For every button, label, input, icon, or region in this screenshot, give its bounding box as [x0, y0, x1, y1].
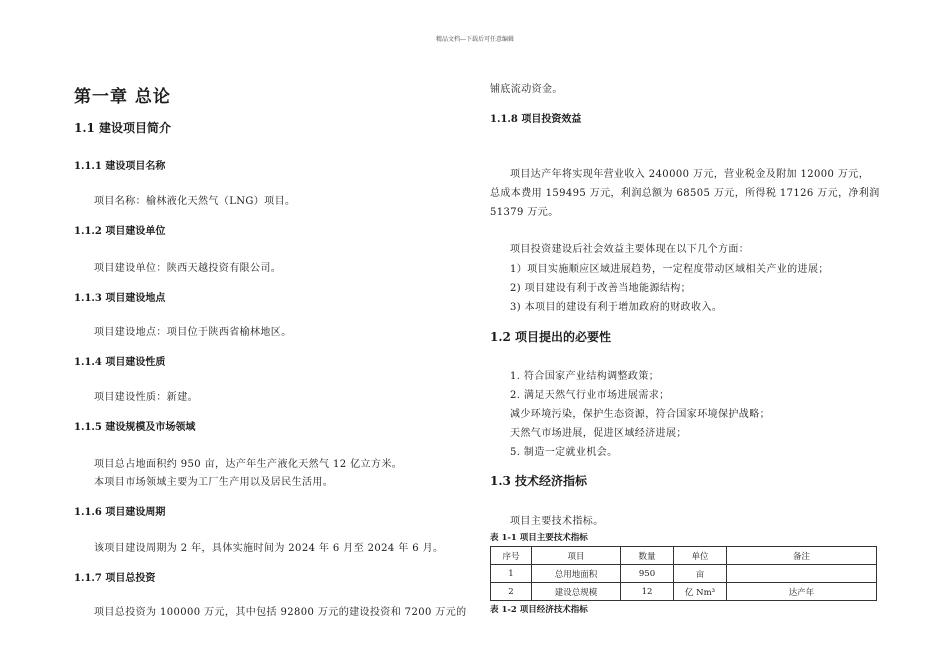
- necessity-1: 1. 符合国家产业结构调整政策；: [510, 371, 660, 382]
- paragraph-nature: 项目建设性质：新建。: [94, 392, 198, 403]
- section-1-1-3: 1.1.3 项目建设地点: [74, 293, 166, 304]
- section-1-1-6: 1.1.6 项目建设周期: [74, 507, 166, 518]
- table-header-cell: 备注: [727, 547, 877, 565]
- paragraph-indicators: 项目主要技术指标。: [510, 516, 604, 527]
- paragraph-market: 本项目市场领域主要为工厂生产用以及居民生活用。: [94, 477, 334, 488]
- necessity-5: 5. 制造一定就业机会。: [510, 447, 618, 458]
- section-1-3: 1.3 技术经济指标: [490, 474, 588, 488]
- section-1-1-1: 1.1.1 建设项目名称: [74, 161, 166, 172]
- bullet-3: 3) 本项目的建设有利于增加政府的财政收入。: [510, 302, 723, 313]
- table-cell: 亩: [674, 565, 727, 583]
- table-cell: 12: [621, 583, 674, 601]
- section-1-2: 1.2 项目提出的必要性: [490, 330, 612, 344]
- paragraph-social: 项目投资建设后社会效益主要体现在以下几个方面：: [510, 244, 750, 255]
- table-cell: [727, 565, 877, 583]
- bullet-1: 1）项目实施顺应区域进展趋势，一定程度带动区域相关产业的进展；: [510, 264, 829, 275]
- paragraph-period: 该项目建设周期为 2 年，具体实施时间为 2024 年 6 月至 2024 年 6 月。: [94, 543, 444, 554]
- chapter-title: 第一章 总论: [74, 87, 171, 107]
- table-header-cell: 数量: [621, 547, 674, 565]
- table-cell: 950: [621, 565, 674, 583]
- table-header-cell: 项目: [532, 547, 621, 565]
- paragraph-investment: 项目总投资为 100000 万元，其中包括 92800 万元的建设投资和 7200 万元的: [94, 607, 467, 618]
- table-row: [491, 565, 877, 583]
- section-1-1: 1.1 建设项目简介: [74, 121, 172, 135]
- paragraph-unit: 项目建设单位：陕西天越投资有限公司。: [94, 263, 282, 274]
- table-cell: 亿 Nm³: [674, 583, 727, 601]
- necessity-2: 2. 满足天然气行业市场进展需求；: [510, 390, 670, 401]
- table-1-caption: 表 1-1 项目主要技术指标: [490, 533, 588, 543]
- page-header: 精品文档---下载后可任意编辑: [435, 36, 515, 43]
- paragraph-scale: 项目总占地面积约 950 亩，达产年生产液化天然气 12 亿立方米。: [94, 459, 403, 470]
- paragraph-benefit-3: 51379 万元。: [490, 207, 559, 218]
- paragraph-benefit-2: 总成本费用 159495 万元，利润总额为 68505 万元，所得税 17126 万元，净利润: [490, 188, 880, 199]
- table-header-cell: 单位: [674, 547, 727, 565]
- table-cell: 2: [491, 583, 532, 601]
- section-1-1-2: 1.1.2 项目建设单位: [74, 226, 166, 237]
- section-1-1-4: 1.1.4 项目建设性质: [74, 357, 166, 368]
- bullet-2: 2) 项目建设有利于改善当地能源结构；: [510, 283, 692, 294]
- paragraph-benefit-1: 项目达产年将实现年营业收入 240000 万元，营业税金及附加 12000 万元，: [510, 169, 870, 180]
- table-row: [491, 583, 877, 601]
- table-header-cell: 序号: [491, 547, 532, 565]
- table-cell: 建设总规模: [532, 583, 621, 601]
- necessity-4: 天然气市场进展，促进区域经济进展；: [510, 428, 687, 439]
- paragraph-investment-cont: 铺底流动资金。: [490, 84, 563, 95]
- section-1-1-8: 1.1.8 项目投资效益: [490, 114, 582, 125]
- section-1-1-7: 1.1.7 项目总投资: [74, 573, 156, 584]
- table-cell: 总用地面积: [532, 565, 621, 583]
- necessity-3: 减少环境污染，保护生态资源，符合国家环境保护战略；: [510, 409, 770, 420]
- table-cell: 1: [491, 565, 532, 583]
- table-header-row: [491, 547, 877, 565]
- table-cell: 达产年: [727, 583, 877, 601]
- paragraph-project-name: 项目名称：榆林液化天然气（LNG）项目。: [94, 196, 296, 207]
- table-2-caption: 表 1-2 项目经济技术指标: [490, 605, 588, 615]
- section-1-1-5: 1.1.5 建设规模及市场领域: [74, 422, 196, 433]
- paragraph-location: 项目建设地点：项目位于陕西省榆林地区。: [94, 327, 292, 338]
- table-1: [490, 546, 877, 601]
